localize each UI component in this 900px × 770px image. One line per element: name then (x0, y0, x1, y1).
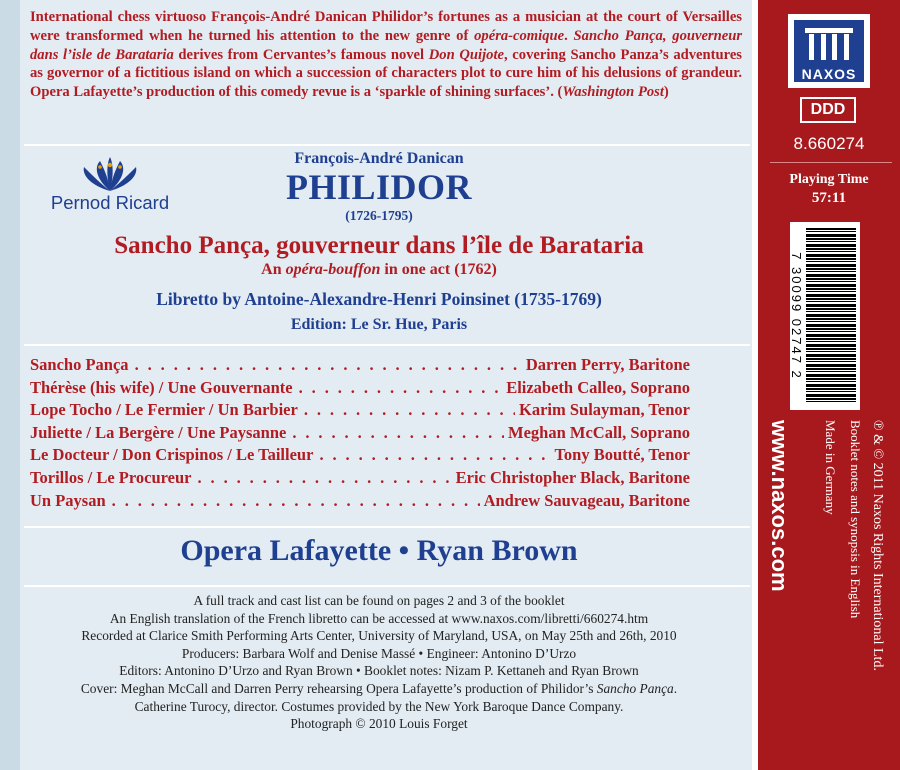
credits-line: An English translation of the French libretto can be accessed at www.naxos.com/libretti/660274.htm (109, 610, 649, 626)
intro-italic: opéra-comique (474, 27, 565, 44)
barcode (790, 222, 860, 410)
edition-credit: Edition: Le Sr. Hue, Paris (290, 316, 468, 333)
booklet-language-note: Booklet notes and synopsis in English (848, 420, 863, 619)
cast-row (30, 355, 690, 378)
work-title: Sancho Pança, gouverneur dans l’île de Barataria (114, 232, 644, 259)
credits-italic: Sancho Pança (596, 680, 674, 696)
credits-text: . (673, 680, 678, 696)
intro-text: , covering Sancho Panza’s adventures as governor of a fictitious island on which a succession of characters plot to cure him of his delusions of grandeur. Opera Lafayette’s production of this comedy revue is a ‘sparkle of shining surfaces’. ( (30, 46, 742, 101)
composer-dates: (1726-1795) (345, 208, 413, 223)
made-in-note: Made in Germany (823, 420, 838, 515)
cast-list (30, 355, 690, 513)
barcode-bars (806, 228, 856, 404)
credits-line (0, 680, 758, 698)
credits-line: A full track and cast list can be found on pages 2 and 3 of the booklet (193, 593, 565, 608)
work-subtitle-italic: opéra-bouffon (285, 261, 381, 278)
credits-line: Catherine Turocy, director. Costumes provided by the New York Baroque Dance Company. (134, 698, 624, 714)
cast-row (30, 400, 690, 423)
intro-paragraph (30, 8, 742, 102)
work-subtitle-text: An (261, 261, 286, 278)
libretto-credit: Libretto by Antoine-Alexandre-Henri Poinsinet (1735-1769) (156, 289, 602, 309)
credits-line: Producers: Barbara Wolf and Denise Massé • Engineer: Antonino D’Urzo (181, 645, 577, 661)
cast-row (30, 468, 690, 491)
cast-leader-dots (292, 423, 504, 443)
spine-divider (770, 162, 892, 163)
cast-row (30, 423, 690, 446)
naxos-logo-field (794, 20, 864, 82)
credits-text: Cover: Meghan McCall and Darren Perry rehearsing Opera Lafayette’s production of Philidor’s (80, 680, 597, 696)
cast-role: Un Paysan (30, 490, 106, 510)
sponsor-name: Pernod Ricard (50, 192, 170, 213)
naxos-logo (788, 14, 870, 88)
cast-role: Le Docteur / Don Crispinos / Le Tailleur (30, 445, 314, 465)
intro-text: . (564, 27, 574, 44)
cast-leader-dots (299, 378, 503, 398)
naxos-columns-icon (809, 30, 849, 66)
cast-leader-dots (197, 468, 451, 488)
cast-performer: Tony Boutté, Tenor (554, 445, 690, 465)
intro-italic: Washington Post (562, 84, 664, 101)
work-subtitle (0, 261, 758, 279)
work-subtitle-text: in one act (1762) (380, 261, 497, 278)
naxos-url[interactable]: www.naxos.com (767, 420, 792, 592)
intro-text: International chess virtuoso François-André Danican Philidor’s fortunes as a musician at the court of Versailles were transformed when he turned his attention to the new genre of (30, 9, 742, 44)
cast-role: Thérèse (his wife) / Une Gouvernante (30, 377, 293, 397)
cast-performer: Elizabeth Calleo, Soprano (506, 377, 690, 397)
copyright-notice: ℗ & © 2011 Naxos Rights International Ltd. (870, 420, 885, 671)
naxos-logo-text: NAXOS (801, 66, 857, 82)
cast-row (30, 445, 690, 468)
cast-leader-dots (112, 491, 480, 511)
cast-role: Sancho Pança (30, 355, 129, 374)
cast-row (30, 378, 690, 401)
cast-leader-dots (135, 355, 522, 375)
divider-credits-top (24, 585, 750, 587)
ensemble-conductor: Opera Lafayette • Ryan Brown (180, 534, 578, 567)
cast-performer: Eric Christopher Black, Baritone (455, 467, 690, 487)
credits-line: Editors: Antonino D’Urzo and Ryan Brown • Booklet notes: Nizam P. Kettaneh and Ryan Brown (119, 663, 639, 679)
cast-performer: Andrew Sauvageau, Baritone (483, 490, 690, 510)
cast-role: Torillos / Le Procureur (30, 467, 192, 487)
divider-cast-bottom (24, 526, 750, 528)
catalog-number: 8.660274 (793, 134, 865, 153)
cast-performer: Karim Sulayman, Tenor (519, 400, 690, 420)
barcode-digits: 7 30099 02747 2 (789, 252, 804, 380)
cast-role: Juliette / La Bergère / Une Paysanne (30, 422, 287, 442)
playing-time-label: Playing Time (789, 172, 869, 187)
intro-italic: Don Quijote (428, 46, 504, 63)
cast-performer: Meghan McCall, Soprano (508, 422, 690, 442)
intro-text: derives from Cervantes’s famous novel (173, 46, 429, 63)
cast-role: Lope Tocho / Le Fermier / Un Barbier (30, 400, 298, 420)
cast-leader-dots (319, 445, 550, 465)
cast-performer: Darren Perry, Baritone (525, 355, 690, 374)
ddd-badge: DDD (800, 97, 856, 123)
intro-italic: Sancho Pança, gouverneur dans l’isle de Barataria (30, 27, 743, 63)
divider-top (24, 144, 750, 146)
credits-line: Recorded at Clarice Smith Performing Arts Center, University of Maryland, USA, on May 25th and 26th, 2010 (81, 628, 677, 644)
credits-block (0, 592, 758, 733)
credits-line: Photograph © 2010 Louis Forget (290, 716, 468, 732)
divider-cast-top (24, 344, 750, 346)
composer-last-name: PHILIDOR (285, 167, 473, 207)
playing-time-value: 57:11 (811, 190, 847, 206)
cast-leader-dots (304, 400, 515, 420)
intro-text: ) (663, 84, 669, 101)
cast-row (30, 491, 690, 514)
composer-first-name: François-André Danican (294, 150, 464, 167)
